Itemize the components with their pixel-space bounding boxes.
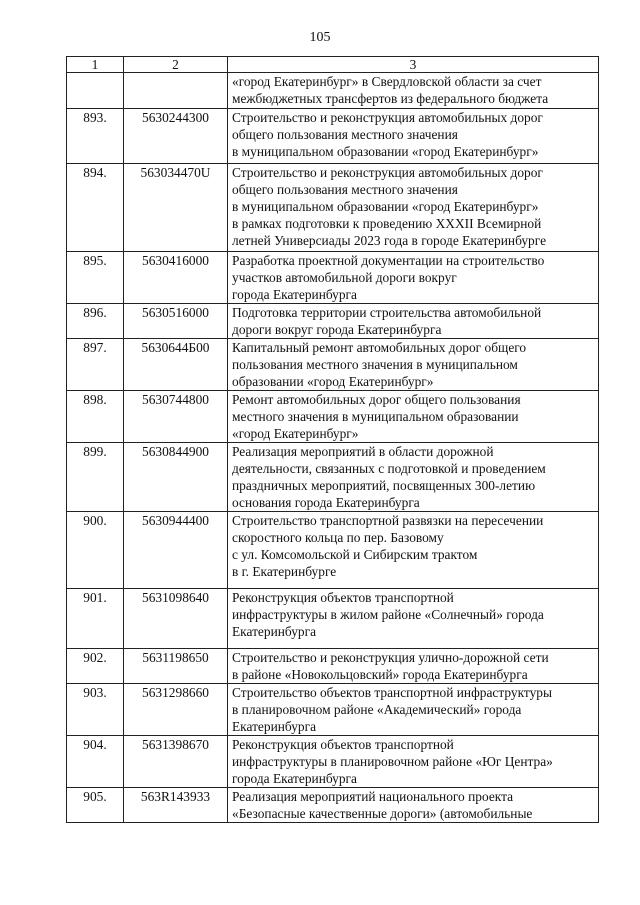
description-cell <box>228 589 599 649</box>
description-line: Ремонт автомобильных дорог общего пользования <box>232 392 521 407</box>
table-row <box>67 684 599 736</box>
row-number: 899. <box>67 443 124 512</box>
table-row <box>67 304 599 339</box>
description-cell <box>228 164 599 252</box>
description-line: инфраструктуры в жилом районе «Солнечный» города <box>232 607 544 622</box>
description-cell <box>228 252 599 304</box>
target-code: 563034470U <box>124 164 228 252</box>
description-line: Строительство и реконструкция улично-дорожной сети <box>232 650 549 665</box>
target-code: 5631298660 <box>124 684 228 736</box>
target-code: 5631398670 <box>124 736 228 788</box>
description-line: скоростного кольца по пер. Базовому <box>232 530 444 545</box>
target-code: 5631198650 <box>124 649 228 684</box>
target-code: 5630744800 <box>124 391 228 443</box>
description-line: «город Екатеринбург» в Свердловской области за счет <box>232 74 542 89</box>
description-cell <box>228 512 599 589</box>
description-cell <box>228 788 599 823</box>
description-line: в муниципальном образовании «город Екатеринбург» <box>232 199 539 214</box>
description-line: местного значения в муниципальном образовании <box>232 409 519 424</box>
row-number: 902. <box>67 649 124 684</box>
description-line: Капитальный ремонт автомобильных дорог общего <box>232 340 527 355</box>
description-line: Екатеринбурга <box>232 624 317 639</box>
description-line: дороги вокруг города Екатеринбурга <box>232 322 442 337</box>
target-code: 5630644Б00 <box>124 339 228 391</box>
row-number: 898. <box>67 391 124 443</box>
table-row <box>67 443 599 512</box>
description-line: Реконструкция объектов транспортной <box>232 590 454 605</box>
description-line: межбюджетных трансфертов из федерального бюджета <box>232 91 549 106</box>
table-row <box>67 736 599 788</box>
target-code: 5630944400 <box>124 512 228 589</box>
table-row <box>67 512 599 589</box>
description-line: Строительство и реконструкция автомобильных дорог <box>232 110 543 125</box>
description-line: Реконструкция объектов транспортной <box>232 737 454 752</box>
description-line: общего пользования местного значения <box>232 127 458 142</box>
table-row <box>67 252 599 304</box>
target-code: 5631098640 <box>124 589 228 649</box>
description-cell <box>228 736 599 788</box>
target-code <box>124 73 228 109</box>
description-cell <box>228 443 599 512</box>
description-line: пользования местного значения в муниципальном <box>232 357 518 372</box>
table-row <box>67 109 599 164</box>
description-cell <box>228 339 599 391</box>
row-number <box>67 73 124 109</box>
row-number: 900. <box>67 512 124 589</box>
row-number: 896. <box>67 304 124 339</box>
description-line: Реализация мероприятий национального проекта <box>232 789 514 804</box>
description-line: города Екатеринбурга <box>232 771 357 786</box>
description-line: общего пользования местного значения <box>232 182 458 197</box>
description-line: Реализация мероприятий в области дорожной <box>232 444 494 459</box>
description-cell <box>228 109 599 164</box>
description-line: Екатеринбурга <box>232 719 317 734</box>
description-cell <box>228 304 599 339</box>
description-line: города Екатеринбурга <box>232 287 357 302</box>
row-number: 903. <box>67 684 124 736</box>
description-cell <box>228 649 599 684</box>
description-line: Строительство объектов транспортной инфраструктуры <box>232 685 552 700</box>
row-number: 894. <box>67 164 124 252</box>
table-row <box>67 589 599 649</box>
page-number: 105 <box>309 30 331 45</box>
description-line: Строительство транспортной развязки на пересечении <box>232 513 544 528</box>
target-code: 563R143933 <box>124 788 228 823</box>
description-line: участков автомобильной дороги вокруг <box>232 270 457 285</box>
row-number: 901. <box>67 589 124 649</box>
table-row <box>67 339 599 391</box>
description-line: в районе «Новокольцовский» города Екатеринбурга <box>232 667 528 682</box>
table-row <box>67 73 599 109</box>
description-cell <box>228 73 599 109</box>
description-line: «город Екатеринбург» <box>232 426 359 441</box>
description-line: в г. Екатеринбурге <box>232 564 337 579</box>
description-cell <box>228 684 599 736</box>
table-row <box>67 164 599 252</box>
description-line: в планировочном районе «Академический» города <box>232 702 522 717</box>
description-line: Строительство и реконструкция автомобильных дорог <box>232 165 543 180</box>
budget-classification-table <box>66 56 599 823</box>
row-number: 893. <box>67 109 124 164</box>
column-header-1: 1 <box>67 57 124 73</box>
table-row <box>67 788 599 823</box>
target-code: 5630416000 <box>124 252 228 304</box>
description-line: летней Универсиады 2023 года в городе Екатеринбурге <box>232 233 547 248</box>
target-code: 5630844900 <box>124 443 228 512</box>
description-line: основания города Екатеринбурга <box>232 495 420 510</box>
target-code: 5630244300 <box>124 109 228 164</box>
row-number: 904. <box>67 736 124 788</box>
column-header-3: 3 <box>228 57 599 73</box>
table-body <box>67 73 599 823</box>
description-line: Подготовка территории строительства автомобильной <box>232 305 542 320</box>
description-line: с ул. Комсомольской и Сибирским трактом <box>232 547 478 562</box>
description-line: образовании «город Екатеринбург» <box>232 374 434 389</box>
description-line: праздничных мероприятий, посвященных 300-летию <box>232 478 536 493</box>
description-line: в рамках подготовки к проведению XXXII Всемирной <box>232 216 542 231</box>
description-line: в муниципальном образовании «город Екатеринбург» <box>232 144 539 159</box>
row-number: 905. <box>67 788 124 823</box>
target-code: 5630516000 <box>124 304 228 339</box>
column-header-2: 2 <box>124 57 228 73</box>
table-row <box>67 649 599 684</box>
row-number: 897. <box>67 339 124 391</box>
description-line: инфраструктуры в планировочном районе «Юг Центра» <box>232 754 553 769</box>
table-header-row <box>67 57 599 73</box>
description-line: «Безопасные качественные дороги» (автомобильные <box>232 806 533 821</box>
description-cell <box>228 391 599 443</box>
table-row <box>67 391 599 443</box>
description-line: деятельности, связанных с подготовкой и проведением <box>232 461 546 476</box>
description-line: Разработка проектной документации на строительство <box>232 253 545 268</box>
row-number: 895. <box>67 252 124 304</box>
